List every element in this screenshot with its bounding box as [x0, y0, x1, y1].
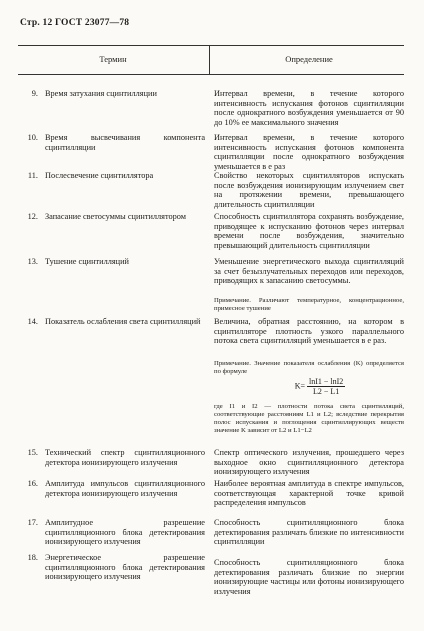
table-top-rule	[18, 45, 404, 46]
terms-column-header: Термин	[99, 54, 127, 64]
term-text: Амплитудное разрешение сцинтилляционного блока детектирования ионизирующего излучения	[45, 518, 205, 547]
term-text: Технический спектр сцинтилляционного детектора ионизирующего излучения	[45, 448, 205, 467]
definition-note: Примечание. Различают температурное, концентрационное, примесное тушение	[214, 297, 404, 312]
definition-text: Наиболее вероятная амплитуда в спектре импульсов, соответствующая характерной точке кривой распределения импульсов	[214, 479, 404, 508]
term-number: 17.	[27, 518, 38, 527]
formula-fraction	[307, 377, 345, 396]
definition-note: где I1 и I2 — плотности потока света сцинтилляций, соответствующие расстояниям L1 и L2; вследствие перекрытия полос испускания и поглощения сцинтиллирующих веществ значение K зависит от L2 и L1−L2	[214, 403, 404, 434]
term-number: 15.	[27, 448, 38, 457]
page-header: Стр. 12 ГОСТ 23077—78	[20, 18, 130, 28]
table-header-rule	[18, 74, 404, 75]
term-text: Амплитуда импульсов сцинтилляционного детектора ионизирующего излучения	[45, 479, 205, 498]
term-number: 10.	[27, 133, 38, 142]
formula-lhs: K=	[294, 381, 305, 391]
definition-text: Способность сцинтилляционного блока детектирования различать близкие по энергии ионизирующие частицы или фотоны ионизирующего излучения	[214, 558, 404, 596]
column-divider	[209, 45, 210, 74]
term-text: Послесвечение сцинтиллятора	[45, 171, 154, 180]
term-number: 16.	[27, 479, 38, 488]
definitions-column-header: Определение	[285, 54, 333, 64]
term-text: Время высвечивания компонента сцинтилляции	[45, 133, 205, 152]
definition-note: Примечание. Значение показателя ослабления (K) определяется по формуле	[214, 360, 404, 375]
term-number: 11.	[27, 171, 38, 180]
formula	[260, 377, 380, 396]
term-text: Показатель ослабления света сцинтилляций	[45, 317, 201, 326]
term-number: 9.	[31, 89, 38, 98]
term-text: Энергетическое разрешение сцинтилляционного блока детектирования ионизирующего излучения	[45, 553, 205, 582]
definition-text: Величина, обратная расстоянию, на котором в сцинтилляторе плотность узкого параллельного потока света сцинтилляций уменьшается в e раз.	[214, 317, 404, 346]
definition-text: Интервал времени, в течение которого интенсивность испускания фотонов компонента сцинтилляции после однократного возбуждения уменьшается в e раз	[214, 133, 404, 171]
term-text: Запасание светосуммы сцинтиллятором	[45, 212, 187, 221]
definition-text: Способность сцинтиллятора сохранять возбуждение, приводящее к испусканию фотонов через интервал времени после возбуждения, значительно превышающий длительность сцинтилляции	[214, 212, 404, 250]
term-number: 13.	[27, 257, 38, 266]
definition-text: Свойство некоторых сцинтилляторов испускать после возбуждения ионизирующим излучением свет на протяжении времени, превышающего длительность сцинтилляции	[214, 171, 404, 209]
formula-numerator: lnI1 − lnI2	[309, 377, 344, 386]
term-number: 18.	[27, 553, 38, 562]
definition-text: Уменьшение энергетического выхода сцинтилляций за счет безызлучательных переходов или переходов, приводящих к запасанию светосуммы.	[214, 257, 404, 286]
formula-denominator: L2 − L1	[313, 387, 340, 396]
definition-text: Способность сцинтилляционного блока детектирования различать близкие по интенсивности сцинтилляции	[214, 518, 404, 547]
term-number: 14.	[27, 317, 38, 326]
definition-text: Спектр оптического излучения, прошедшего через выходное окно сцинтилляционного детектора ионизирующего излучения	[214, 448, 404, 477]
term-number: 12.	[27, 212, 38, 221]
definition-text: Интервал времени, в течение которого интенсивность испускания фотонов сцинтилляции после однократного возбуждения уменьшается от 90 до 10% ее максимального значения	[214, 89, 404, 127]
term-text: Тушение сцинтилляций	[45, 257, 129, 266]
term-text: Время затухания сцинтилляции	[45, 89, 157, 98]
